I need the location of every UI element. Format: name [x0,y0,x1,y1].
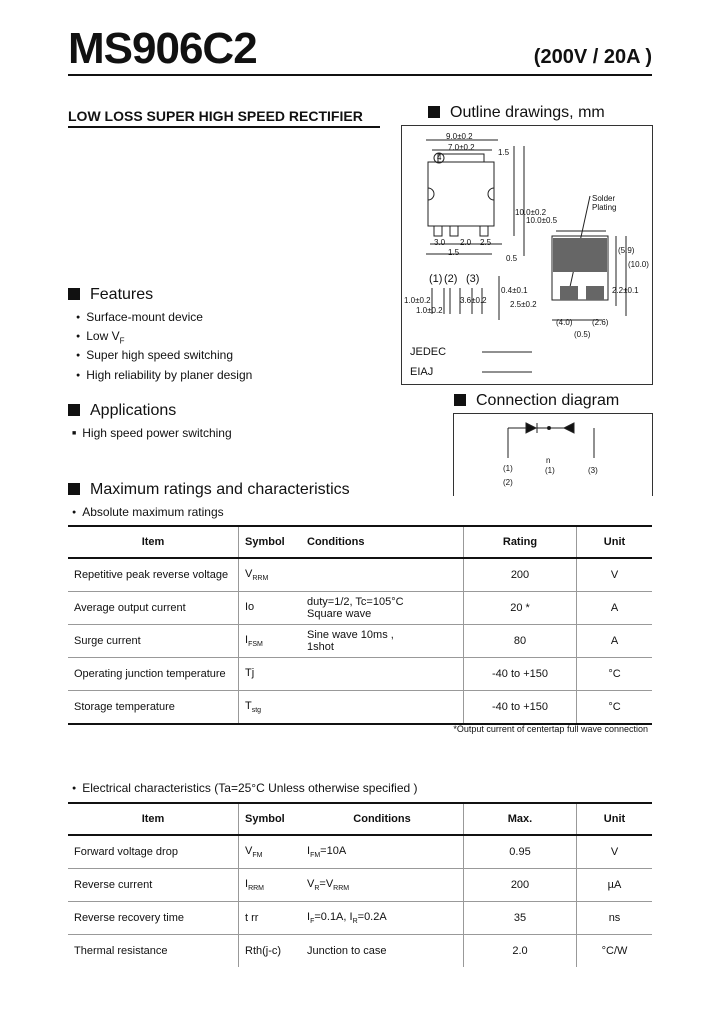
outline-heading: Outline drawings, mm [428,104,605,122]
conn-pin-mid: (1) [545,466,555,475]
row-item: Operating junction temperature [68,658,239,691]
row-unit: µA [577,869,653,902]
feature-item: ● Surface-mount device [76,310,203,324]
section-square-icon [68,288,80,300]
row-item: Surge current [68,625,239,658]
row-conditions: duty=1/2, Tc=105°C Square wave [301,592,464,625]
dim-lead-len: 3.6±0.2 [460,296,487,305]
section-square-icon [68,483,80,495]
table-row [68,592,652,625]
dim-p3: 2.5 [480,238,492,247]
table-row [68,558,652,592]
row-symbol: $V_{FM}$ [239,835,302,869]
row-rating: -40 to +150 [464,691,577,725]
row-conditions [301,658,464,691]
electrical-heading: ● Electrical characteristics (Ta=25°C Unless otherwise specified ) [72,781,418,795]
section-square-icon [428,106,440,118]
row-item: Reverse current [68,869,239,902]
row-symbol: Tj [239,658,302,691]
col-item: Item [68,526,239,558]
subtitle: LOW LOSS SUPER HIGH SPEED RECTIFIER [68,108,363,124]
row-max: 2.0 [464,935,577,968]
row-max: 200 [464,869,577,902]
row-symbol: $T_{stg}$ [239,691,302,725]
dim-p4: 1.5 [448,248,460,257]
row-unit: °C [577,658,653,691]
row-item: Repetitive peak reverse voltage [68,558,239,592]
section-square-icon [454,394,466,406]
dim-pin-h: 0.5 [506,254,518,263]
row-unit: °C/W [601,945,628,957]
row-conditions: $I_{FM}=10A$ [301,835,464,869]
row-symbol: $I_{FSM}$ [239,625,302,658]
row-symbol: $I_{RRM}$ [239,869,302,902]
col-unit: Unit [577,803,653,835]
pin2-label: (2) [444,273,458,285]
header-divider [68,74,652,76]
dim-p1: 3.0 [434,238,446,247]
connection-heading: Connection diagram [454,392,619,410]
dim-width-top: 9.0±0.2 [446,132,473,141]
eiaj-label: EIAJ [410,366,434,378]
outline-drawing-box [401,125,653,385]
dim-h1: 1.5 [498,148,510,157]
col-conditions: Conditions [301,526,464,558]
row-conditions: $V_R=V_{RRM}$ [301,869,464,902]
dim-len: 10.0±0.2 [515,208,547,217]
dim-side-c: (2.6) [592,318,609,327]
ratings-table [68,525,652,725]
row-unit: A [577,625,653,658]
table-row [68,869,652,902]
row-unit: °C [577,691,653,725]
pin1-label: (1) [429,273,443,285]
ratings-header-row [68,526,652,558]
row-item: Average output current [68,592,239,625]
dim-side-h1: (5.9) [618,246,635,255]
dim-width-inner: 7.0±0.2 [448,143,475,152]
applications-heading: Applications [68,402,176,420]
ratings-footnote: *Output current of centertap full wave connection [453,724,648,734]
pin3-label: (3) [466,273,480,285]
dim-lead-h: 0.4±0.1 [501,286,528,295]
row-max: 35 [464,902,577,935]
table-row [68,935,652,968]
row-conditions [301,558,464,592]
application-item: ■ High speed power switching [72,426,232,440]
table-row [68,658,652,691]
dim-side-h3: 2.2±0.1 [612,286,639,295]
table-row [68,835,652,869]
row-symbol: $V_{RRM}$ [239,558,302,592]
ratings-subheading: ● Absolute maximum ratings [72,505,224,519]
feature-item: ● Super high speed switching [76,348,233,362]
row-unit: ns [577,902,653,935]
pin4-label: 4 [437,153,442,162]
section-square-icon [68,404,80,416]
row-unit: V [577,558,653,592]
row-symbol: t rr [239,902,302,935]
part-number: MS906C2 [68,24,257,73]
conn-pin2: (2) [503,478,513,487]
solder-plating-label: Solder Plating [592,194,617,212]
dim-side-a: (4.0) [556,318,573,327]
conn-pin3: (3) [588,466,598,475]
jedec-label: JEDEC [410,346,447,358]
conn-pin-n: n [546,456,551,465]
col-item: Item [68,803,239,835]
row-rating: -40 to +150 [464,658,577,691]
subtitle-underline [68,126,380,128]
connection-diagram-box [453,413,653,496]
col-conditions: Conditions [301,803,464,835]
row-item: Forward voltage drop [68,835,239,869]
row-rating: 20 * [464,592,577,625]
col-symbol: Symbol [239,526,302,558]
ratings-heading: Maximum ratings and characteristics [68,481,350,499]
row-conditions: Sine wave 10ms , 1shot [301,625,464,658]
col-max: Max. [464,803,577,835]
row-conditions [301,691,464,725]
connection-diagram [454,414,652,496]
row-item: Thermal resistance [68,935,239,968]
electrical-table [68,802,652,967]
row-rating: 200 [464,558,577,592]
row-unit: V [577,835,653,869]
row-rating: 80 [464,625,577,658]
row-item: Storage temperature [68,691,239,725]
row-unit: A [577,592,653,625]
dim-lead-w2: 1.0±0.2 [416,306,443,315]
table-row [68,902,652,935]
rating-header: (200V / 20A ) [533,46,652,68]
dim-p2: 2.0 [460,238,472,247]
col-symbol: Symbol [239,803,302,835]
col-unit: Unit [577,526,653,558]
electrical-header-row [68,803,652,835]
conn-pin1: (1) [503,464,513,473]
row-symbol: Rth(j-c) [245,945,282,957]
table-row [68,625,652,658]
dim-side-h2: (10.0) [628,260,649,269]
row-symbol: Io [239,592,302,625]
table-row [68,691,652,725]
dim-side-b: (0.5) [574,330,591,339]
row-max: 0.95 [464,835,577,869]
dim-lead-w: 1.0±0.2 [404,296,431,305]
dim-len2: 10.0±0.5 [526,216,558,225]
col-rating: Rating [464,526,577,558]
feature-item: ● High reliability by planer design [76,368,252,382]
dim-lead-h2: 2.5±0.2 [510,300,537,309]
feature-item: ● Low $V_F$ [76,329,124,345]
features-heading: Features [68,286,153,304]
row-conditions: $I_F=0.1A$, $I_R=0.2A$ [301,902,464,935]
row-item: Reverse recovery time [68,902,239,935]
row-conditions: Junction to case [301,935,464,968]
